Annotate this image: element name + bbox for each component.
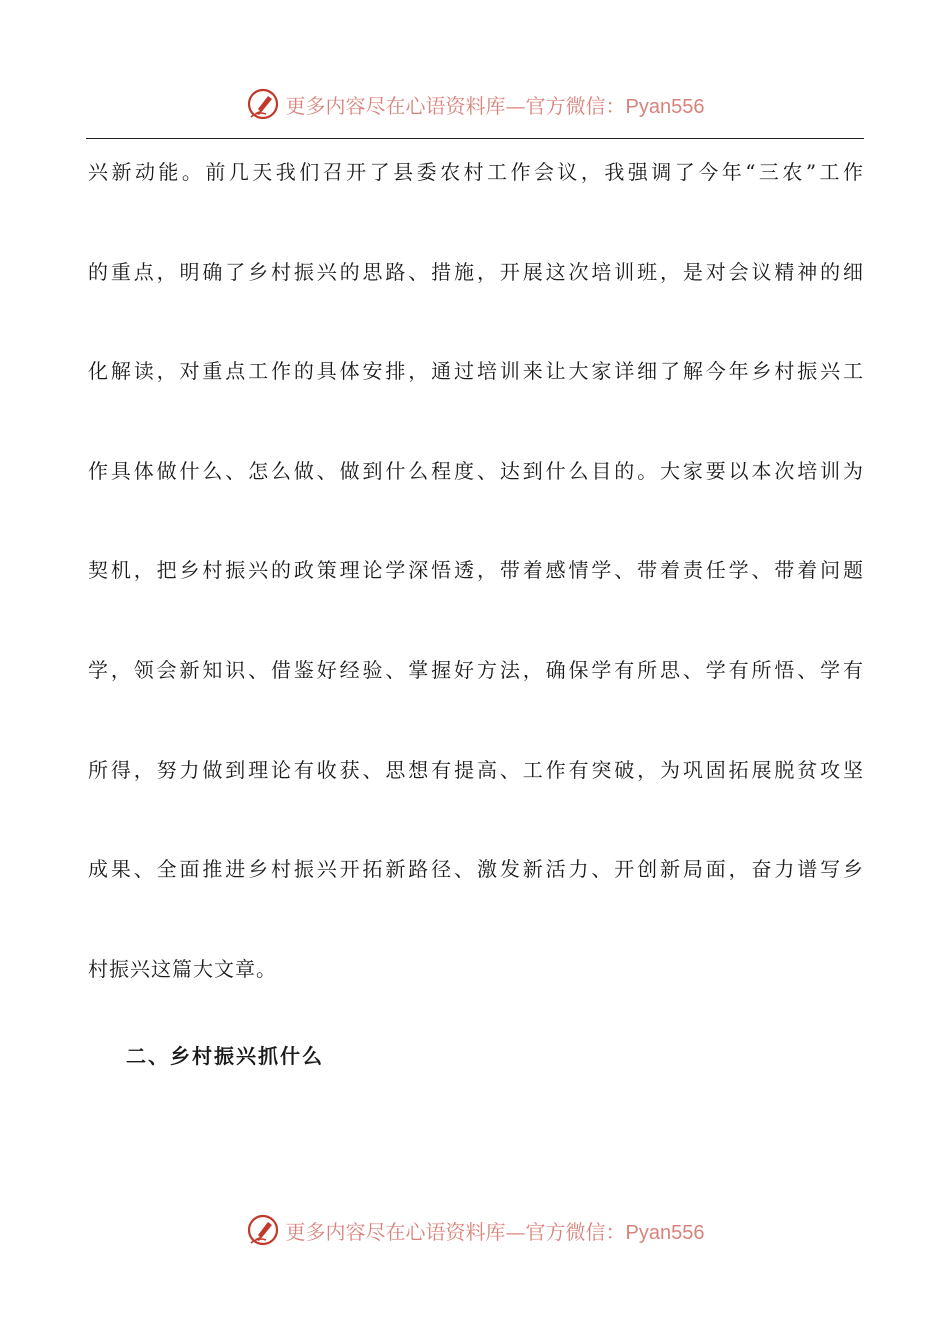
- header-banner: [0, 84, 950, 124]
- body-line: 的重点，明确了乡村振兴的思路、措施，开展这次培训班，是对会议精神的细: [88, 259, 864, 284]
- header-rule: [86, 138, 864, 139]
- banner-handle: Pyan556: [625, 1221, 705, 1244]
- banner-text: 更多内容尽在心语资料库—官方微信：Pyan556: [285, 93, 705, 118]
- body-text: [88, 152, 864, 1048]
- body-line: 契机，把乡村振兴的政策理论学深悟透，带着感情学、带着责任学、带着问题: [88, 558, 864, 583]
- body-line: 成果、全面推进乡村振兴开拓新路径、激发新活力、开创新局面，奋力谱写乡: [88, 857, 864, 882]
- body-line: 化解读，对重点工作的具体安排，通过培训来让大家详细了解今年乡村振兴工: [88, 359, 864, 384]
- pen-circle-logo-icon: [246, 87, 280, 121]
- banner-text: 更多内容尽在心语资料库—官方微信：Pyan556: [285, 1219, 705, 1244]
- body-line: 学，领会新知识、借鉴好经验、掌握好方法，确保学有所思、学有所悟、学有: [88, 657, 864, 682]
- body-line: 作具体做什么、怎么做、做到什么程度、达到什么目的。大家要以本次培训为: [88, 458, 864, 483]
- pen-circle-logo-icon: [246, 1213, 280, 1247]
- body-line: 兴新动能。前几天我们召开了县委农村工作会议，我强调了今年“三农”工作: [88, 160, 864, 184]
- footer-banner: [0, 1210, 950, 1250]
- body-line: 村振兴这篇大文章。: [88, 956, 277, 981]
- banner-handle: Pyan556: [625, 95, 705, 118]
- body-line: 所得，努力做到理论有收获、思想有提高、工作有突破，为巩固拓展脱贫攻坚: [88, 757, 864, 782]
- section-heading: 二、乡村振兴抓什么: [126, 1044, 324, 1068]
